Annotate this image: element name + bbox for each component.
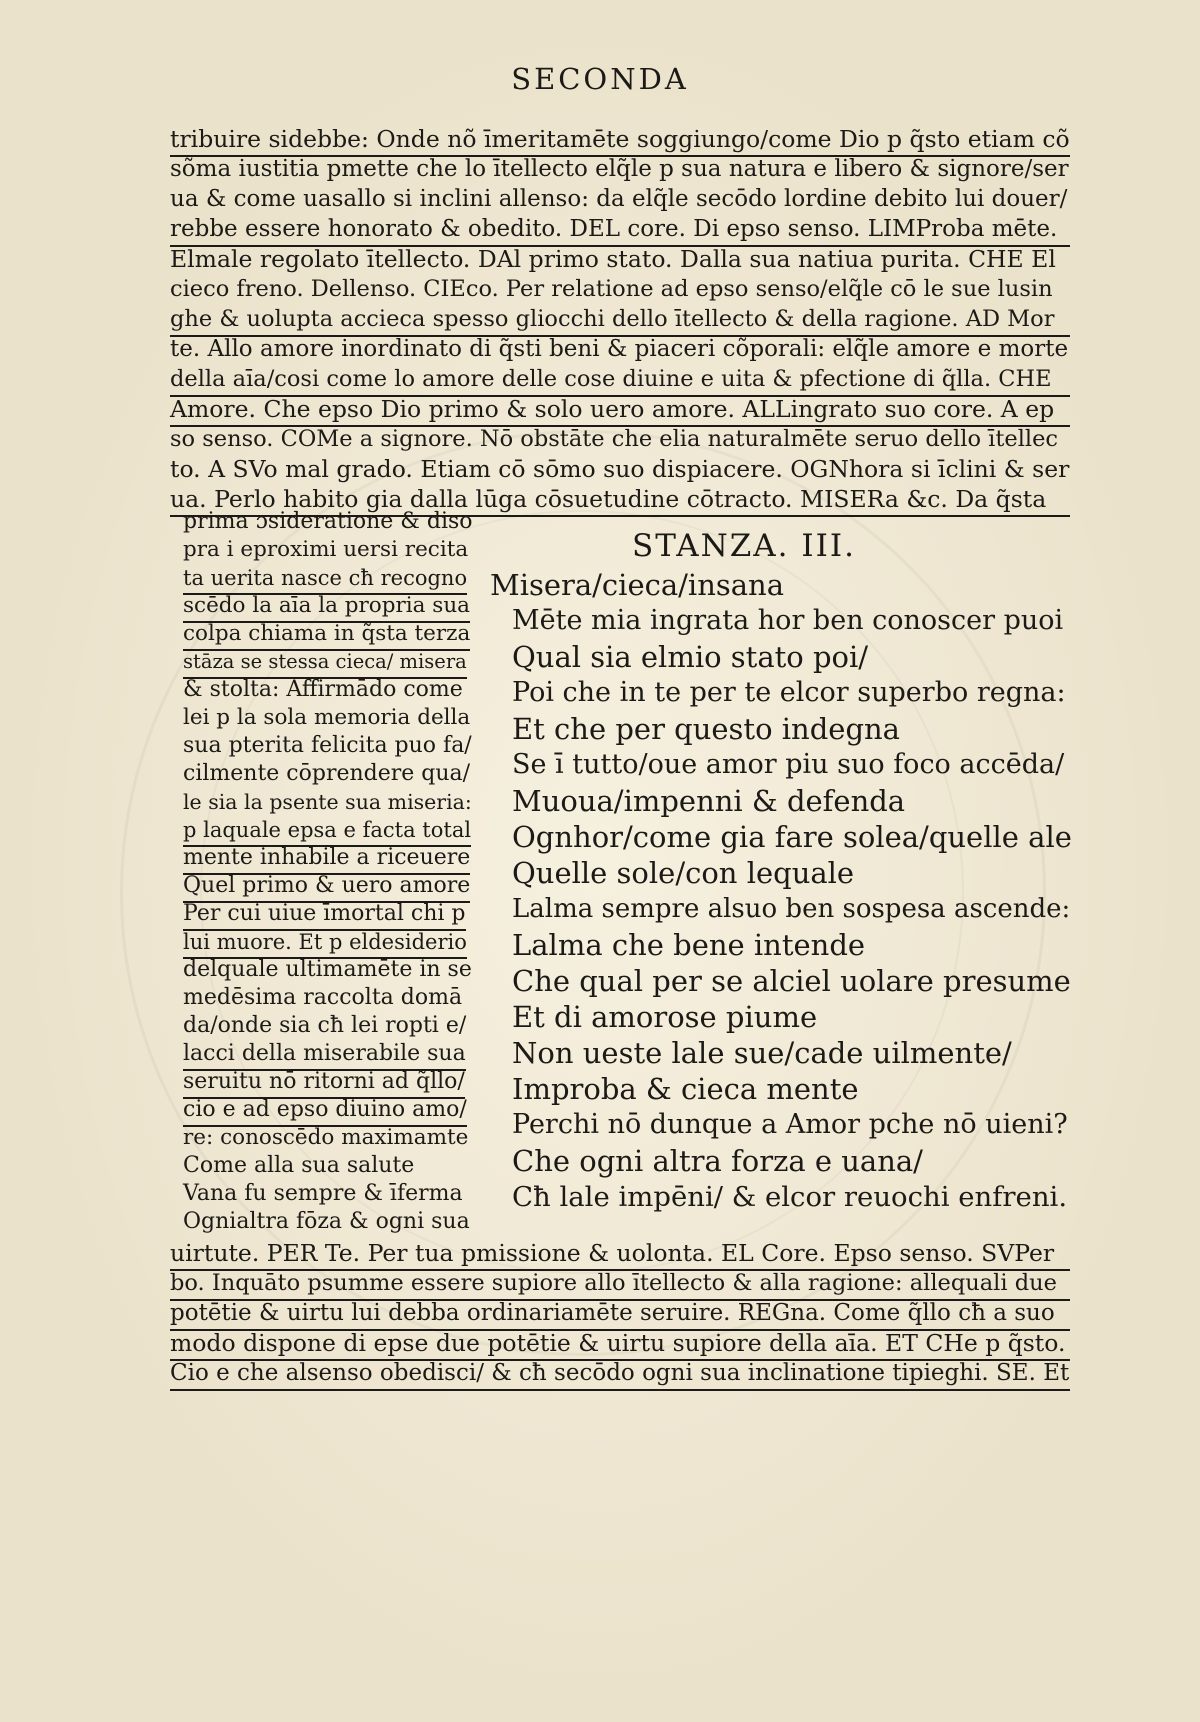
commentary-line: to. A SVo mal grado. Etiam cō sōmo suo dispiacere. OGNhora si īclini & ser [170,455,1070,483]
gloss-line: lacci della miserabile sua [183,1040,466,1071]
commentary-line: della aīa/cosi come lo amore delle cose diuine e uita & pfectione di q̃lla. CHE [170,364,1070,397]
verse-line: Muoua/impenni & defenda [512,784,906,818]
commentary-line: potētie & uirtu lui debba ordinariamēte seruire. REGna. Come q̃llo cħ a suo [170,1298,1070,1331]
verse-line: Et di amorose piume [512,1000,818,1034]
running-header: SECONDA [511,62,689,96]
gloss-line: colpa chiama in q̃sta terza [183,620,470,651]
verse-line: Lalma che bene intende [512,928,866,962]
verse-line: Se ī tutto/oue amor piu suo foco accēda/ [512,749,1065,780]
verse-line: Lalma sempre alsuo ben sospesa ascende: [512,894,1071,924]
gloss-line: delquale ultimamēte in se [183,957,472,982]
gloss-line: prima ɔsideratione & diso [183,509,473,534]
commentary-line: tribuire sidebbe: Onde nõ īmeritamēte soggiungo/come Dio p q̃sto etiam cõ [170,124,1070,157]
commentary-line: ghe & uolupta accieca spesso gliocchi dello ītellecto & della ragione. AD Mor [170,304,1070,337]
commentary-line: so senso. COMe a signore. Nō obstāte che elia naturalmēte seruo dello ītellec [170,426,1059,452]
commentary-line: uirtute. PER Te. Per tua pmissione & uolonta. EL Core. Epso senso. SVPer [170,1238,1070,1271]
verse-line: Misera/cieca/insana [490,568,785,602]
gloss-line: ta uerita nasce cħ recogno [183,564,467,595]
gloss-line: scēdo la aīa la propria sua [183,592,470,623]
commentary-line: Elmale regolato ītellecto. DAl primo stato. Dalla sua natiua purita. CHE El [170,245,1056,273]
commentary-line: sõma iustitia pmette che lo ītellecto elq̃le p sua natura e libero & signore/ser [170,156,1069,182]
commentary-line: te. Allo amore inordinato di q̃sti beni & piaceri cõporali: elq̃le amore e morte [170,336,1069,362]
verse-line: Mēte mia ingrata hor ben conoscer puoi [512,605,1064,636]
gloss-line: Vana fu sempre & īferma [183,1181,463,1206]
gloss-line: Ognialtra fōza & ogni sua [183,1209,470,1234]
verse-line: Quelle sole/con lequale [512,856,855,890]
commentary-line: bo. Inquāto psumme essere supiore allo ītellecto & alla ragione: allequali due [170,1268,1070,1301]
gloss-line: p laquale epsa e facta total [183,816,471,847]
gloss-line: da/onde sia cħ lei ropti e/ [183,1013,467,1038]
verse-line: Improba & cieca mente [512,1072,859,1106]
verse-line: Perchi nō dunque a Amor pche nō uieni? [512,1109,1068,1140]
commentary-line: Cio e che alsenso obedisci/ & cħ secōdo ogni sua inclinatione tipieghi. SE. Et [170,1358,1070,1391]
verse-line: Ognhor/come gia fare solea/quelle ale [512,820,1072,854]
verse-line: Che ogni altra forza e uana/ [512,1144,923,1178]
verse-line: Cħ lale impēni/ & elcor reuochi enfreni. [512,1181,1068,1213]
gloss-line: le sia la psente sua miseria: [183,790,472,814]
gloss-line: Come alla sua salute [183,1153,415,1178]
gloss-line: seruitu nō ritorni ad q̃llo/ [183,1068,465,1099]
verse-line: Non ueste lale sue/cade uilmente/ [512,1036,1012,1070]
commentary-line: ua & come uasallo si inclini allenso: da elq̃le secōdo lordine debito lui douer/ [170,186,1068,212]
commentary-line: ua. Perlo habito gia dalla lūga cōsuetudine cōtracto. MISERa &c. Da q̃sta [170,484,1070,517]
gloss-line: pra i eproximi uersi recita [183,537,469,562]
stanza-title: STANZA. III. [632,528,856,564]
gloss-line: lui muore. Et p eldesiderio [183,928,467,959]
commentary-line: rebbe essere honorato & obedito. DEL core. Di epso senso. LIMProba mēte. [170,214,1070,247]
commentary-line: modo dispone di epse due potētie & uirtu supiore della aīa. ET CHe p q̃sto. [170,1328,1070,1361]
verse-line: Che qual per se alciel uolare presume [512,964,1071,998]
gloss-line: cilmente cōprendere qua/ [183,761,471,786]
gloss-line: & stolta: Affirmādo come [183,677,463,702]
gloss-line: Per cui uiue īmortal chi p [183,900,466,931]
gloss-line: stāza se stessa cieca/ misera [183,648,467,679]
verse-line: Qual sia elmio stato poi/ [512,640,869,674]
gloss-line: lei p la sola memoria della [183,705,471,730]
gloss-line: Quel primo & uero amore [183,872,470,903]
verse-line: Poi che in te per te elcor superbo regna: [512,677,1066,708]
gloss-line: mente inhabile a riceuere [183,844,470,875]
commentary-line: cieco freno. Dellenso. CIEco. Per relatione ad epso senso/elq̃le cō le sue lusin [170,276,1053,302]
gloss-line: cio e ad epso diuino amo/ [183,1096,467,1127]
gloss-line: medēsima raccolta domā [183,985,463,1010]
gloss-line: sua pterita felicita puo fa/ [183,733,472,758]
verse-line: Et che per questo indegna [512,712,900,746]
gloss-line: re: conoscēdo maximamte [183,1125,469,1150]
commentary-line: Amore. Che epso Dio primo & solo uero amore. ALLingrato suo core. A ep [170,394,1070,427]
